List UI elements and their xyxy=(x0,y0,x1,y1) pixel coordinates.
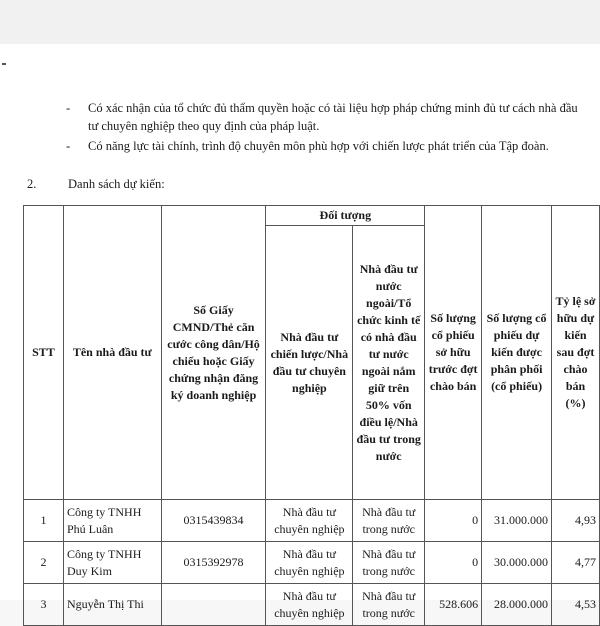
bullet-text: Có xác nhận của tổ chức đủ thẩm quyền hoặc có tài liệu hợp pháp chứng minh đủ tư cách nhà đầu tư chuyên nghiệp theo quy định của pháp luật. xyxy=(88,101,578,133)
cell-origin: Nhà đầu tư trong nước xyxy=(353,500,425,542)
cell-shares-alloc: 28.000.000 xyxy=(482,584,552,626)
bullet-text: Có năng lực tài chính, trình độ chuyên môn phù hợp với chiến lược phát triển của Tập đoàn. xyxy=(88,139,549,153)
cell-origin: Nhà đầu tư trong nước xyxy=(353,542,425,584)
cell-shares-before: 0 xyxy=(425,500,482,542)
bullet-dash: - xyxy=(66,139,71,153)
cell-type: Nhà đầu tư chuyên nghiệp xyxy=(266,584,353,626)
section-title: Danh sách dự kiến: xyxy=(68,177,165,191)
header-group-subject: Đối tượng xyxy=(266,206,425,226)
cell-id xyxy=(161,584,266,626)
cell-ratio: 4,93 xyxy=(552,500,600,542)
cell-shares-alloc: 31.000.000 xyxy=(482,500,552,542)
section-number: 2. xyxy=(27,177,37,191)
cell-ratio: 4,77 xyxy=(552,542,600,584)
cell-stt: 2 xyxy=(24,542,64,584)
cell-type: Nhà đầu tư chuyên nghiệp xyxy=(266,542,353,584)
header-stt: STT xyxy=(24,206,64,500)
cell-shares-before: 0 xyxy=(425,542,482,584)
cell-name: Công ty TNHH Phú Luân xyxy=(63,500,161,542)
table-row xyxy=(24,542,600,584)
header-ownership-ratio: Tỷ lệ sở hữu dự kiến sau đợt chào bán (%) xyxy=(552,206,600,500)
cell-stt: 1 xyxy=(24,500,64,542)
cell-ratio: 4,53 xyxy=(552,584,600,626)
cell-id: 0315392978 xyxy=(161,542,266,584)
top-band xyxy=(0,0,600,44)
cell-shares-alloc: 30.000.000 xyxy=(482,542,552,584)
cell-type: Nhà đầu tư chuyên nghiệp xyxy=(266,500,353,542)
table-row xyxy=(24,500,600,542)
cell-stt: 3 xyxy=(24,584,64,626)
investor-table xyxy=(23,205,600,626)
cell-shares-before: 528.606 xyxy=(425,584,482,626)
header-shares-allocated: Số lượng cổ phiếu dự kiến được phân phối (cổ phiếu) xyxy=(482,206,552,500)
header-investor-origin: Nhà đầu tư nước ngoài/Tổ chức kinh tế có nhà đầu tư nước ngoài nắm giữ trên 50% vốn điều lệ/Nhà đầu tư trong nước xyxy=(353,226,425,500)
cell-name: Nguyễn Thị Thi xyxy=(63,584,161,626)
table-row xyxy=(24,584,600,626)
header-investor-name: Tên nhà đầu tư xyxy=(63,206,161,500)
cell-origin: Nhà đầu tư trong nước xyxy=(353,584,425,626)
header-investor-type: Nhà đầu tư chiến lược/Nhà đầu tư chuyên nghiệp xyxy=(266,226,353,500)
cell-name: Công ty TNHH Duy Kim xyxy=(63,542,161,584)
cell-id: 0315439834 xyxy=(161,500,266,542)
header-id-document: Số Giấy CMND/Thẻ căn cước công dân/Hộ chiếu hoặc Giấy chứng nhận đăng ký doanh nghiệp xyxy=(161,206,266,500)
margin-mark xyxy=(2,63,6,65)
bullet-dash: - xyxy=(66,101,71,115)
header-shares-before: Số lượng cổ phiếu sở hữu trước đợt chào bán xyxy=(425,206,482,500)
